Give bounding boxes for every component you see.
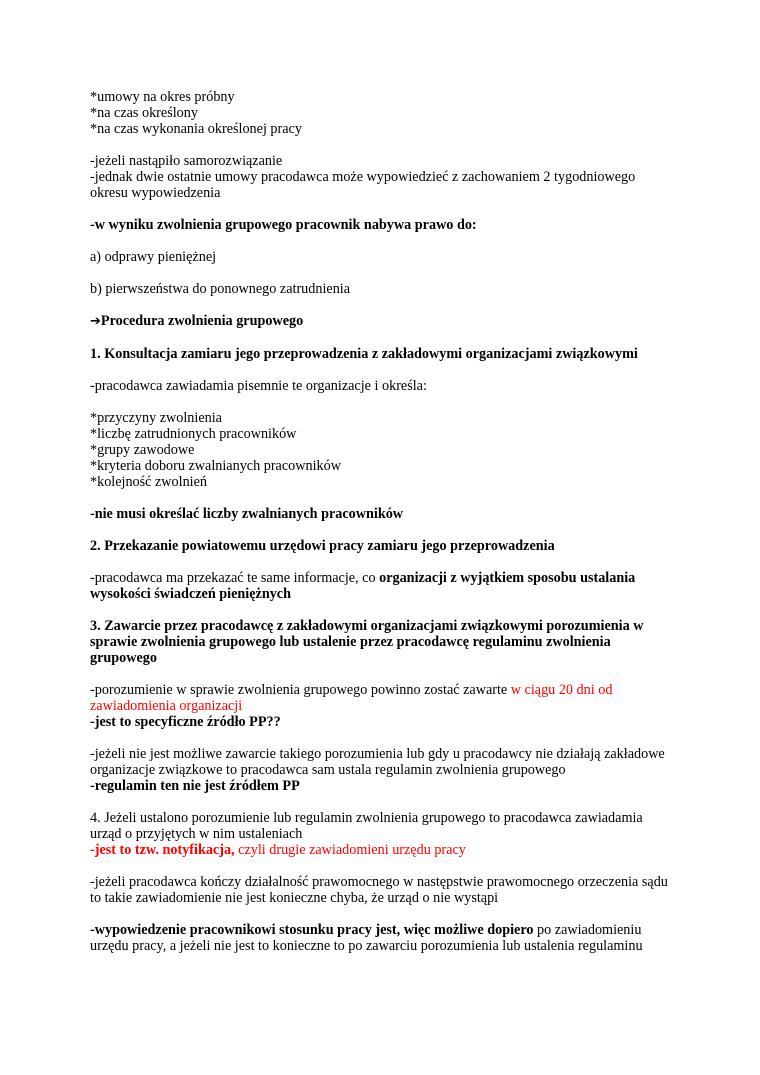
notification-contents-list: [90, 410, 690, 490]
arrow-right-icon: ➔: [90, 314, 101, 329]
text-line: -jeżeli nastąpiło samorozwiązanie: [90, 153, 283, 169]
list-item: *na czas określony: [90, 105, 198, 121]
step-3-description: -porozumienie w sprawie zwolnienia grupowego powinno zostać zawarte w ciągu 20 dni od zawiadomienia organizacji -jest to specyficzne źródło PP??: [90, 682, 690, 730]
step-3-regulation: -jeżeli nie jest możliwe zawarcie takiego porozumienia lub gdy u pracodawcy nie działają zakładowe organizacje związkowe to pracodawca sam ustala regulamin zwolnienia grupowego -regulamin ten nie jest źródłem PP: [90, 746, 665, 794]
step-2-description: -pracodawca ma przekazać te same informacje, co organizacji z wyjątkiem sposobu ustalania wysokości świadczeń pieniężnych: [90, 570, 636, 602]
contract-types-list: [90, 89, 690, 137]
list-item: *kolejność zwolnień: [90, 474, 208, 490]
step-1-heading: 1. Konsultacja zamiaru jego przeprowadzenia z zakładowymi organizacjami związkowymi: [90, 346, 638, 362]
step-2-heading: 2. Przekazanie powiatowemu urzędowi pracy zamiaru jego przeprowadzenia: [90, 538, 555, 554]
termination-timing: -wypowiedzenie pracownikowi stosunku pracy jest, więc możliwe dopiero po zawiadomieniu urzędu pracy, a jeżeli nie jest to konieczne to po zawarciu porozumienia lub ustalenia regulaminu: [90, 922, 643, 954]
termination-conditions: [90, 153, 690, 201]
document-page: [90, 89, 690, 970]
rights-heading: -w wyniku zwolnienia grupowego pracownik nabywa prawo do:: [90, 217, 477, 233]
text-line: okresu wypowiedzenia: [90, 185, 221, 201]
deadline-highlight: w ciągu 20 dni od: [510, 682, 613, 698]
list-item: *umowy na okres próbny: [90, 89, 235, 105]
procedure-heading-text: Procedura zwolnienia grupowego: [100, 313, 304, 329]
text-line: -jednak dwie ostatnie umowy pracodawca może wypowiedzieć z zachowaniem 2 tygodniowego: [90, 169, 636, 185]
list-item: *przyczyny zwolnienia: [90, 410, 222, 426]
right-reemployment: b) pierwszeństwa do ponownego zatrudnienia: [90, 281, 351, 297]
liquidation-exception: -jeżeli pracodawca kończy działalność prawomocnego w następstwie prawomocnego orzeczenia sądu to takie zawiadomienie nie jest konieczne chyba, że urząd o nie wystąpi: [90, 874, 668, 906]
right-severance: a) odprawy pieniężnej: [90, 249, 217, 265]
list-item: *grupy zawodowe: [90, 442, 195, 458]
step-4-description: 4. Jeżeli ustalono porozumienie lub regulamin zwolnienia grupowego to pracodawca zawiadamia urząd o przyjętych w nim ustaleniach -jest to tzw. notyfikacja, czyli drugie zawiadomieni urzędu pracy: [90, 810, 643, 858]
list-item: *kryteria doboru zwalnianych pracowników: [90, 458, 341, 474]
list-item: *na czas wykonania określonej pracy: [90, 121, 302, 137]
notification-highlight: -jest to tzw. notyfikacja,: [90, 842, 235, 858]
step-1-note: -nie musi określać liczby zwalnianych pracowników: [90, 506, 404, 522]
procedure-heading: [90, 313, 690, 330]
step-3-heading: 3. Zawarcie przez pracodawcę z zakładowymi organizacjami związkowymi porozumienia w sprawie zwolnienia grupowego lub ustalenie przez pracodawcę regulaminu zwolnienia grupowego: [90, 618, 644, 666]
step-1-description: -pracodawca zawiadamia pisemnie te organizacje i określa:: [90, 378, 427, 394]
deadline-highlight: zawiadomienia organizacji: [90, 698, 243, 714]
list-item: *liczbę zatrudnionych pracowników: [90, 426, 297, 442]
